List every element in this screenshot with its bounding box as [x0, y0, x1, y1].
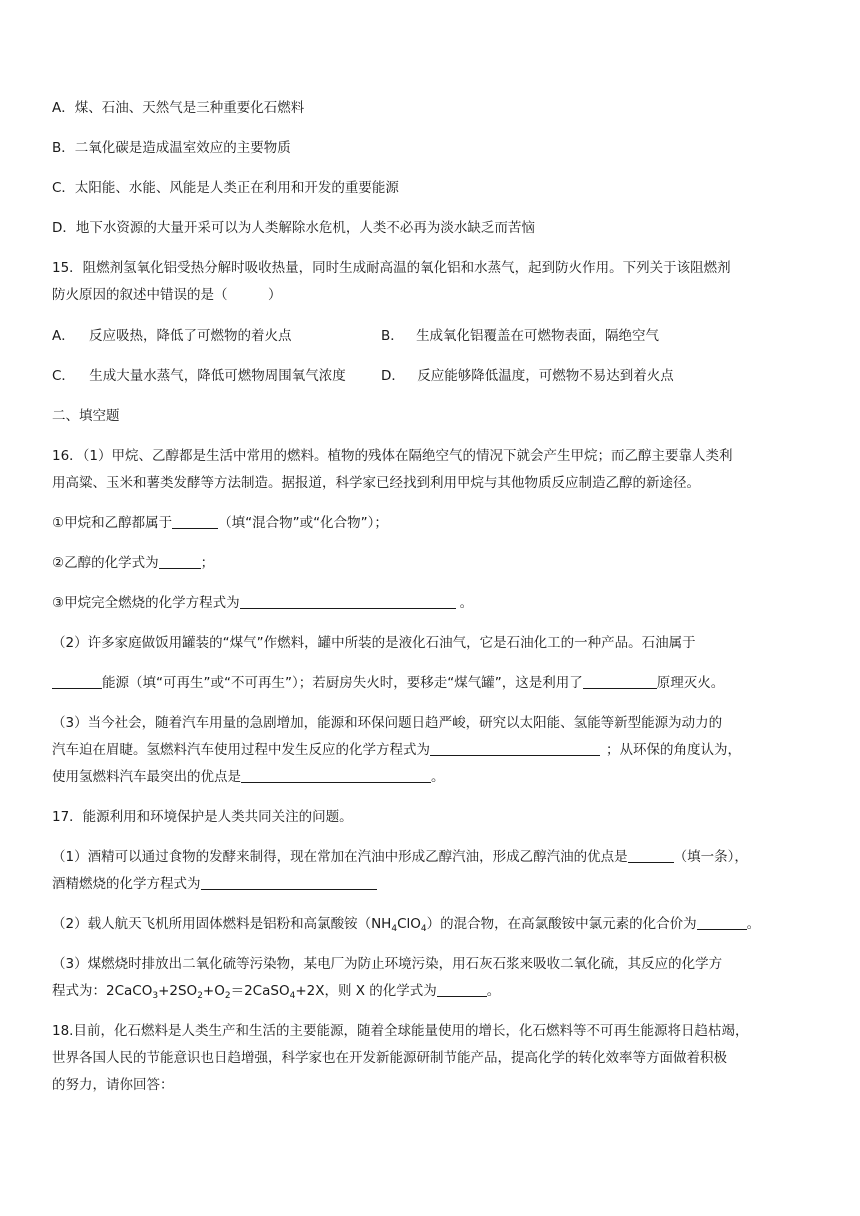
subscript: 4	[289, 991, 296, 1001]
q17-p1-line2	[52, 875, 377, 893]
q14-option-d: D．地下水资源的大量开采可以为人类解除水危机，人类不必再为淡水缺乏而苦恼	[52, 220, 535, 236]
q14-option-a: A．煤、石油、天然气是三种重要化石燃料	[52, 100, 305, 116]
answer-blank[interactable]	[628, 848, 674, 863]
equation-part: +O	[202, 983, 225, 999]
q17-p3-line2	[52, 982, 500, 1000]
subscript: 3	[152, 991, 159, 1001]
q15-option-c-text: 生成大量水蒸气，降低可燃物周围氧气浓度	[89, 368, 346, 384]
q16-p1-line1: 16．（1）甲烷、乙醇都是生活中常用的燃料。植物的残体在隔绝空气的情况下就会产生甲烷；而乙醇主要靠人类利	[52, 448, 733, 464]
q17-p2-clo: ClO	[397, 916, 421, 932]
subscript: 4	[420, 924, 427, 934]
q15-option-c-letter: C．	[52, 368, 75, 384]
equation-part: +2X，则 X 的化学式为	[295, 983, 437, 999]
subscript: 4	[391, 924, 398, 934]
q16-sub1-prefix: ①甲烷和乙醇都属于	[52, 515, 173, 531]
q16-p3-line2-suffix: ；从环保的角度认为，	[606, 742, 741, 758]
q16-p3-line1: （3）当今社会，随着汽车用量的急剧增加，能源和环保问题日趋严峻，研究以太阳能、氢能等新型能源为动力的	[52, 715, 723, 731]
q18-line1: 18.目前，化石燃料是人类生产和生活的主要能源，随着全球能量使用的增长，化石燃料等不可再生能源将日趋枯竭，	[52, 1023, 749, 1039]
q16-p2-line2	[52, 674, 724, 692]
subscript: 2	[197, 991, 203, 1001]
q15-option-d	[381, 367, 674, 385]
q15-options-row1	[52, 327, 292, 345]
q17-p3-line1: （3）煤燃烧时排放出二氧化硫等污染物，某电厂为防止环境污染，用石灰石浆来吸收二氧化硫，其反应的化学方	[52, 956, 723, 972]
equation-part: +2SO	[158, 983, 198, 999]
q15-option-a-letter: A．	[52, 328, 75, 344]
q18-line2: 世界各国人民的节能意识也日趋增强，科学家也在开发新能源研制节能产品，提高化学的转化效率等方面做着积极	[52, 1050, 727, 1066]
answer-blank[interactable]	[583, 674, 657, 689]
q16-p2-line1: （2）许多家庭做饭用罐装的“煤气”作燃料，罐中所装的是液化石油气，它是石油化工的一种产品。石油属于	[52, 635, 696, 651]
q16-p2-end: 原理灭火。	[656, 675, 725, 691]
answer-blank[interactable]	[172, 514, 218, 529]
q17-p2-suffix: 。	[746, 916, 761, 932]
answer-blank[interactable]	[241, 768, 431, 783]
answer-blank[interactable]	[240, 594, 456, 609]
q17-p2-middle: ）的混合物，在高氯酸铵中氯元素的化合价为	[426, 916, 697, 932]
q15-option-b-text: 生成氧化铝覆盖在可燃物表面，隔绝空气	[416, 328, 660, 344]
answer-blank[interactable]	[201, 875, 377, 890]
q15-stem-line2: 防火原因的叙述中错误的是（ ）	[52, 287, 282, 303]
q15-option-d-text: 反应能够降低温度，可燃物不易达到着火点	[417, 368, 674, 384]
q17-p1-suffix: （填一条），	[673, 849, 748, 865]
q16-p3-line3-prefix: 使用氢燃料汽车最突出的优点是	[52, 769, 241, 785]
section-title: 二、填空题	[52, 408, 120, 424]
q15-stem-line1: 15．阻燃剂氢氧化铝受热分解时吸收热量，同时生成耐高温的氧化铝和水蒸气，起到防火作用。下列关于该阻燃剂	[52, 260, 731, 276]
q16-sub1	[52, 514, 388, 532]
q16-sub3-suffix: 。	[459, 595, 474, 611]
q17-p2-prefix: （2）载人航天飞机所用固体燃料是铝粉和高氯酸铵（NH	[52, 916, 392, 932]
q15-option-b-letter: B．	[381, 328, 404, 344]
q17-p1-line1	[52, 848, 748, 866]
q17-p3-suffix: 。	[486, 983, 501, 999]
q16-p2-middle: 能源（填“可再生”或“不可再生”）；若厨房失火时，要移走“煤气罐”，这是利用了	[102, 675, 583, 691]
q17-stem: 17．能源利用和环境保护是人类共同关注的问题。	[52, 809, 353, 825]
q15-option-a-text: 反应吸热，降低了可燃物的着火点	[89, 328, 292, 344]
q16-sub3	[52, 594, 473, 612]
q16-p1-line2: 用高粱、玉米和薯类发酵等方法制造。据报道，科学家已经找到利用甲烷与其他物质反应制造乙醇的新途径。	[52, 475, 700, 491]
q16-sub3-prefix: ③甲烷完全燃烧的化学方程式为	[52, 595, 240, 611]
q16-p3-line2	[52, 741, 741, 759]
q15-options-row2	[52, 367, 346, 385]
equation-part: ＝2CaSO	[230, 983, 290, 999]
equation-part: 程式为：2CaCO	[52, 983, 153, 999]
answer-blank[interactable]	[430, 741, 600, 756]
answer-blank[interactable]	[52, 674, 102, 689]
q15-option-b	[381, 327, 659, 345]
q16-sub2	[52, 554, 214, 572]
q18-line3: 的努力，请你回答：	[52, 1077, 174, 1093]
q16-sub1-suffix: （填“混合物”或“化合物”）；	[218, 515, 388, 531]
answer-blank[interactable]	[437, 982, 487, 997]
subscript: 2	[224, 991, 231, 1001]
q17-p2	[52, 915, 760, 933]
q16-sub2-prefix: ②乙醇的化学式为	[52, 555, 159, 571]
q15-option-d-letter: D．	[381, 368, 405, 384]
answer-blank[interactable]	[159, 554, 201, 569]
q16-sub2-suffix: ；	[200, 555, 215, 571]
q14-option-c: C．太阳能、水能、风能是人类正在利用和开发的重要能源	[52, 180, 399, 196]
answer-blank[interactable]	[697, 915, 747, 930]
q16-p3-line3-suffix: 。	[431, 769, 445, 785]
q16-p3-line2-prefix: 汽车迫在眉睫。氢燃料汽车使用过程中发生反应的化学方程式为	[52, 742, 430, 758]
q17-p1-line2-prefix: 酒精燃烧的化学方程式为	[52, 876, 201, 892]
q14-option-b: B．二氧化碳是造成温室效应的主要物质	[52, 140, 291, 156]
q16-p3-line3	[52, 768, 445, 786]
q17-p1-prefix: （1）酒精可以通过食物的发酵来制得，现在常加在汽油中形成乙醇汽油，形成乙醇汽油的优点是	[52, 849, 628, 865]
